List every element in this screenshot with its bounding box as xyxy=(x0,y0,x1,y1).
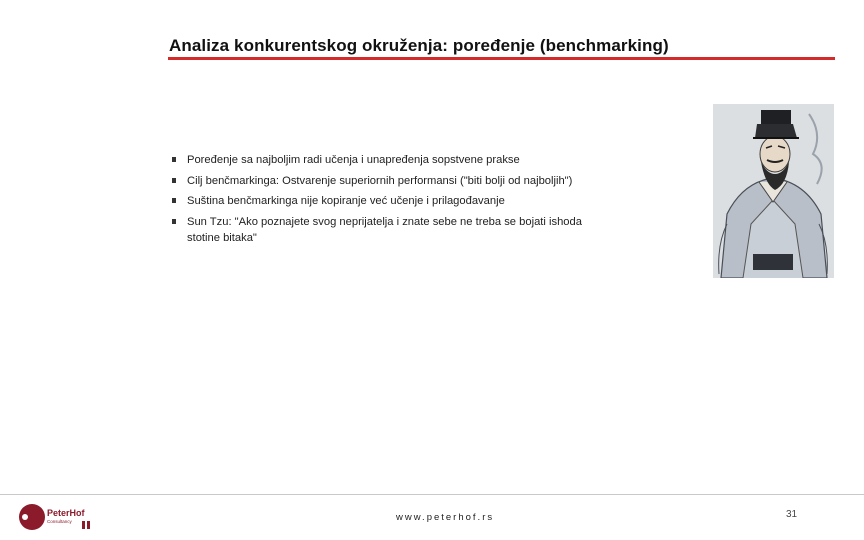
peterhof-logo[interactable] xyxy=(16,502,96,532)
list-item xyxy=(172,152,612,168)
title-underline xyxy=(168,57,835,60)
bullet-marker xyxy=(172,198,176,203)
bullet-marker xyxy=(172,178,176,183)
footer-url[interactable]: www.peterhof.rs xyxy=(396,512,495,523)
page-number: 31 xyxy=(786,509,798,520)
bullet-text: Sun Tzu: "Ako poznajete svog neprijatelja i znate sebe ne treba se bojati ishoda stotine bitaka" xyxy=(187,215,582,244)
bullet-text: Poređenje sa najboljim radi učenja i unapređenja sopstvene prakse xyxy=(187,154,520,166)
bullet-text: Suština benčmarkinga nije kopiranje već učenje i prilagođavanje xyxy=(187,195,505,207)
portrait-illustration xyxy=(713,104,834,278)
bullet-list xyxy=(172,152,612,250)
logo-name: PeterHof xyxy=(47,508,85,518)
list-item xyxy=(172,214,612,246)
bullet-text: Cilj benčmarkinga: Ostvarenje superiornih performansi ("biti bolji od najboljih") xyxy=(187,174,573,187)
list-item xyxy=(172,193,612,209)
bullet-marker xyxy=(172,219,176,224)
logo-subtitle: Consultancy xyxy=(47,519,72,524)
sun-tzu-portrait xyxy=(713,104,834,278)
list-item xyxy=(172,173,612,189)
bullet-marker xyxy=(172,157,176,162)
footer-divider xyxy=(0,494,864,495)
slide-title: Analiza konkurentskog okruženja: poređenje (benchmarking) xyxy=(169,36,669,55)
